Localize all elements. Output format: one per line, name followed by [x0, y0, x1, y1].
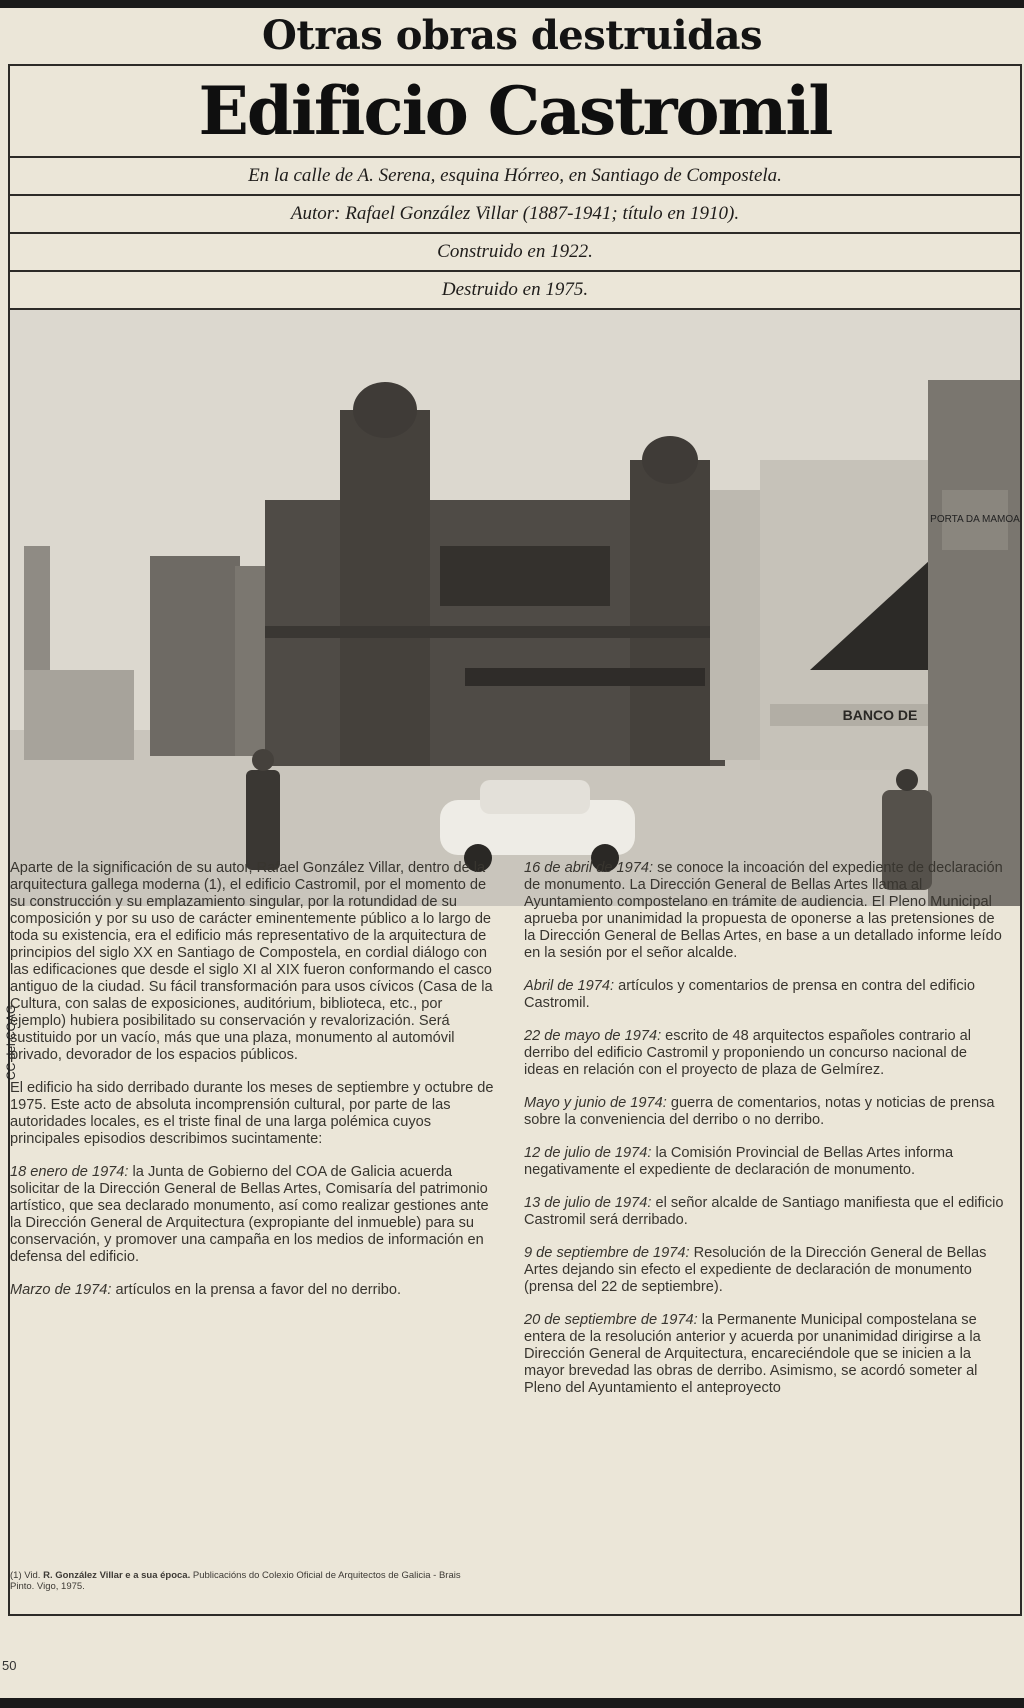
left-low-buildings — [24, 670, 134, 760]
left-corner-building — [150, 556, 240, 756]
bottom-border — [0, 1698, 1024, 1708]
chronology-entry: Abril de 1974: artículos y comentarios de prensa en contra del edificio Castromil. — [524, 978, 976, 1011]
chronology-entry: 22 de mayo de 1974: escrito de 48 arquitectos españoles contrario al derribo del edificio Castromil y proponiendo un concurso nacional de ideas en relación con el proyecto de plaza de Gelmírez. — [524, 1028, 972, 1078]
chronology-entry: 18 enero de 1974: la Junta de Gobierno del COA de Galicia acuerda solicitar de la Dirección General de Bellas Artes, Comisaría del patrimonio artístico, que sea declarado monumento, así como realizar gestiones ante la Dirección General de Arquitectura (expropiante del inmueble) para su conservación, y promover una campaña en los medios de información en defensa del edificio. — [10, 1164, 489, 1265]
castromil-balcony — [265, 626, 725, 638]
chronology-entry: 9 de septiembre de 1974: Resolución de la Dirección General de Bellas Artes dejando sin efecto el expediente de declaración de monumento (prensa del 22 de septiembre). — [524, 1245, 987, 1295]
castromil-canopy — [465, 668, 705, 686]
article-title: Edificio Castromil — [198, 72, 832, 150]
chronology-entry: Mayo y junio de 1974: guerra de comentarios, notas y noticias de prensa sobre la conveniencia del derribo o no derribo. — [524, 1095, 995, 1128]
info-row-destroyed: Destruido en 1975. — [10, 272, 1020, 310]
paragraph: Aparte de la significación de su autor, Rafael González Villar, dentro de la arquitectura gallega moderna (1), el edificio Castromil, por el momento de su construcción y su emplazamiento singular, por la rotundidad de su composición y por su uso de carácter eminentemente público a lo largo de toda su existencia, era el edificio más representativo de la arquitectura de principios del siglo XX en Santiago de Compostela, en cordial diálogo con las edificaciones que desde el siglo XI al XIX fueron conformando el casco antiguo de la ciudad. Su fácil transformación para usos cívicos (Casa de la Cultura, con salas de exposiciones, auditórium, biblioteca, etc., por ejemplo) hubiera posibilitado su conservación y revalorización. Será sustituido por un vacío, más que una plaza, monumento al automóvil privado, devorador de los espacios públicos. — [10, 860, 493, 1063]
right-pillar — [928, 380, 1020, 906]
left-text-column — [10, 860, 495, 1315]
page-number: 50 — [2, 1658, 17, 1673]
castromil-right-tower — [630, 460, 710, 766]
chronology-entry: 13 de julio de 1974: el señor alcalde de Santiago manifiesta que el edificio Castromil será derribado. — [524, 1195, 1004, 1228]
chronology-entry: 20 de septiembre de 1974: la Permanente Municipal compostelana se entera de la resolución anterior y acuerda por unanimidad dirigirse a la Dirección General de Arquitectura, encareciéndole que se inicien a la mayor brevedad las obras de derribo. Asimismo, se acordó someter al Pleno del Ayuntamiento el anteproyecto — [524, 1312, 981, 1396]
chronology-entry: Marzo de 1974: artículos en la prensa a favor del no derribo. — [10, 1282, 402, 1298]
footnote: (1) Vid. R. González Villar e a sua época. Publicacións do Colexio Oficial de Arquitectos de Galicia - Brais Pinto. Vigo, 1975. — [10, 1570, 461, 1592]
info-row-built: Construido en 1922. — [10, 234, 1020, 272]
left-narrow-building — [235, 566, 265, 756]
title-box — [10, 66, 1020, 158]
photo-credit: CC del COAG — [4, 1004, 18, 1080]
castromil-left-dome — [353, 382, 417, 438]
policeman-head — [252, 749, 274, 771]
castromil-right-dome — [642, 436, 698, 484]
chronology-entry: 16 de abril de 1974: se conoce la incoación del expediente de declaración de monumento. La Dirección General de Bellas Artes llama al Ayuntamiento compostelano en trámite de audiencia. El Pleno Municipal aprueba por unanimidad la propuesta de oponerse a las pretensiones de la Dirección General de Bellas Artes, en base a un detallado informe leído en la sesión por el señor alcalde. — [524, 860, 1003, 961]
section-supertitle: Otras obras destruidas — [261, 12, 762, 59]
chronology-entry: 12 de julio de 1974: la Comisión Provincial de Bellas Artes informa negativamente el expediente de declaración de monumento. — [524, 1145, 954, 1178]
castromil-left-tower — [340, 410, 430, 766]
bank-sign: BANCO DE — [842, 707, 918, 723]
woman-head — [896, 769, 918, 791]
right-building-1 — [710, 490, 760, 760]
porta-sign: PORTA DA MAMOA — [930, 514, 1020, 525]
policeman-figure — [246, 770, 280, 870]
castromil-windows — [440, 546, 610, 606]
right-text-column — [524, 860, 1004, 1413]
top-border — [0, 0, 1024, 8]
info-row-author: Autor: Rafael González Villar (1887-1941; título en 1910). — [10, 196, 1020, 234]
photo-illustration — [10, 310, 1020, 906]
info-row-location: En la calle de A. Serena, esquina Hórreo, en Santiago de Compostela. — [10, 158, 1020, 196]
car-cabin — [480, 780, 590, 814]
paragraph: El edificio ha sido derribado durante los meses de septiembre y octubre de 1975. Este acto de absoluta incomprensión cultural, por parte de las autoridades locales, es el triste final de una larga polémica cuyos principales episodios describimos sucintamente: — [10, 1080, 494, 1147]
